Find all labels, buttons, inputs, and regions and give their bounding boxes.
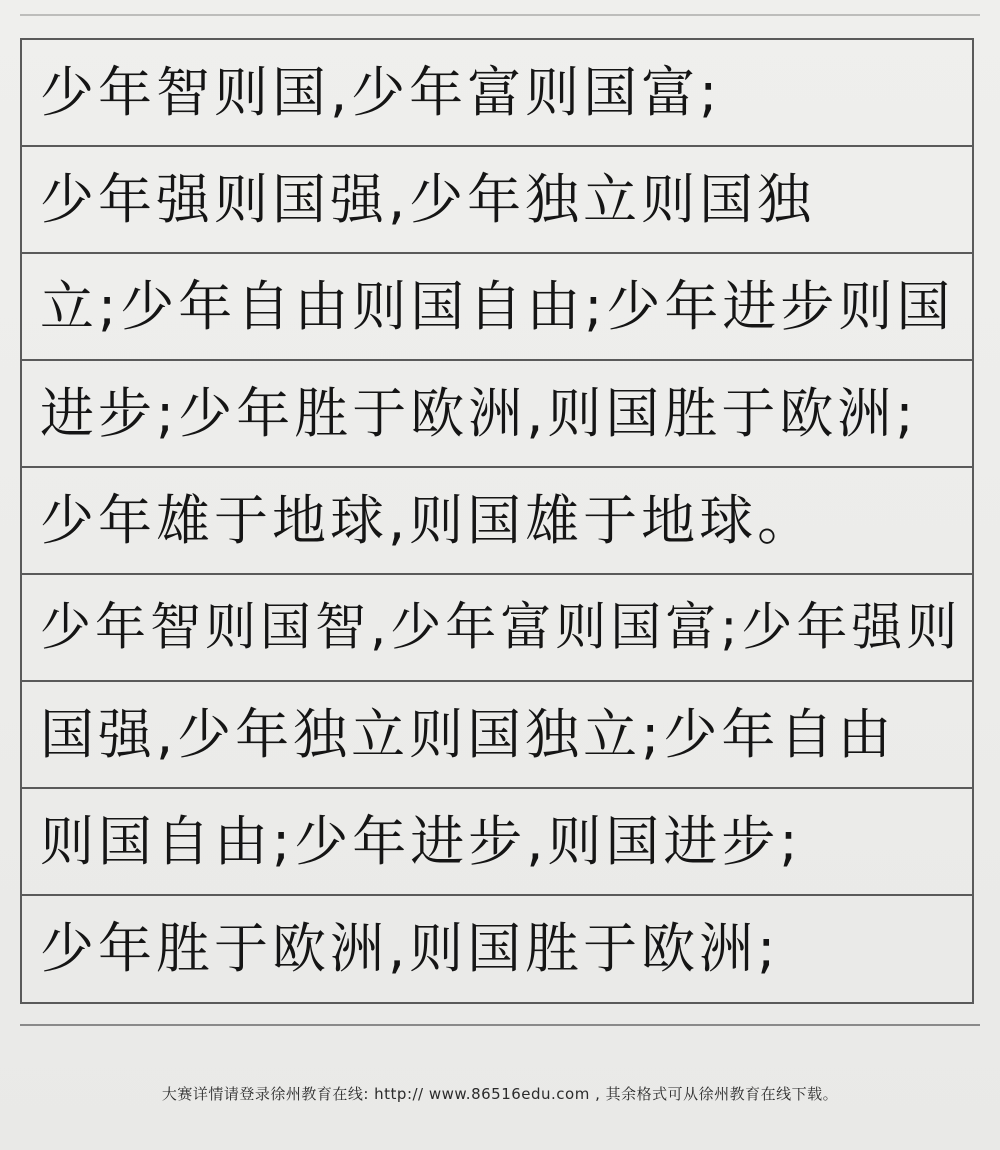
top-rule	[20, 14, 980, 16]
handwritten-line-5: 少年雄于地球,则国雄于地球。	[40, 488, 816, 552]
grid-row-8	[22, 789, 972, 896]
grid-row-9	[22, 896, 972, 1002]
grid-row-6	[22, 575, 972, 682]
grid-row-4	[22, 361, 972, 468]
handwritten-line-4: 进步;少年胜于欧洲,则国胜于欧洲;	[40, 381, 918, 445]
writing-grid	[20, 38, 974, 1004]
handwritten-line-3: 立;少年自由则国自由;少年进步则国	[40, 274, 955, 338]
handwritten-line-7: 国强,少年独立则国独立;少年自由	[40, 702, 896, 766]
handwritten-line-6: 少年智则国智,少年富则国富;少年强则	[40, 598, 962, 657]
grid-row-1	[22, 40, 972, 147]
handwritten-line-1: 少年智则国,少年富则国富;	[40, 60, 722, 124]
grid-row-7	[22, 682, 972, 789]
handwritten-line-9: 少年胜于欧洲,则国胜于欧洲;	[40, 917, 780, 980]
handwritten-line-8: 则国自由;少年进步,则国进步;	[40, 809, 802, 873]
handwritten-line-2: 少年强则国强,少年独立则国独	[40, 167, 816, 231]
grid-row-5	[22, 468, 972, 575]
footer-note: 大赛详情请登录徐州教育在线: http:// www.86516edu.com , 其余格式可从徐州教育在线下载。	[161, 1085, 839, 1103]
grid-row-3	[22, 254, 972, 361]
grid-row-2	[22, 147, 972, 254]
bottom-rule	[20, 1024, 980, 1026]
